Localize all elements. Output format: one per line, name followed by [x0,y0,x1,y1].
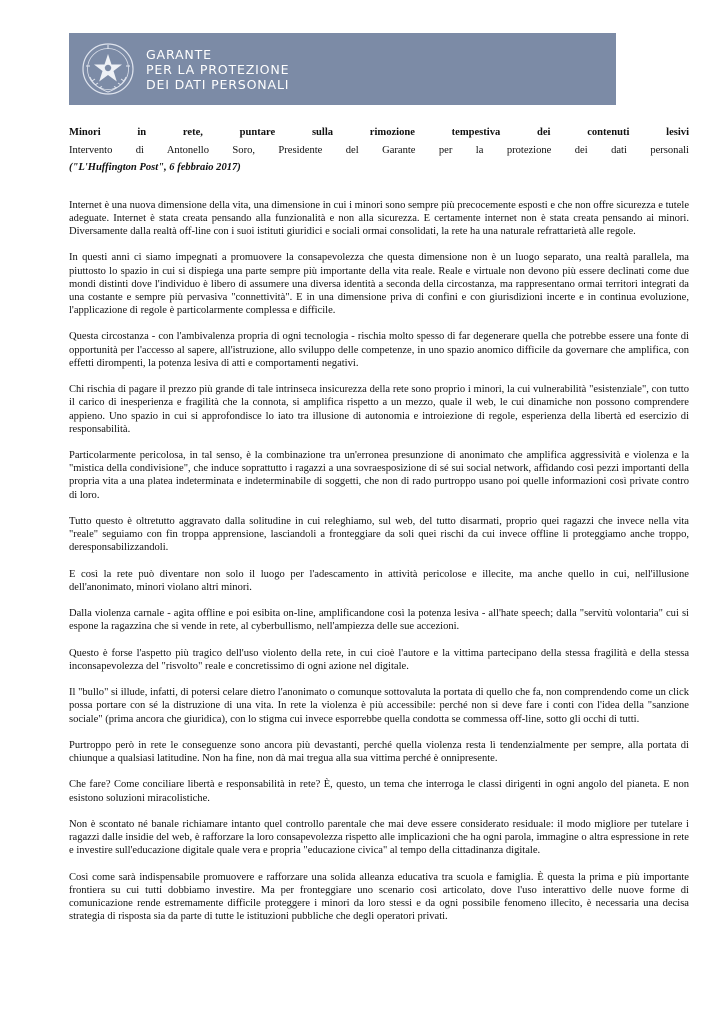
article-paragraph: E così la rete può diventare non solo il luogo per l'adescamento in attività pericolose e illecite, ma anche quello in cui, nell'illusione dell'anonimato, minori violano altri minori. [69,568,689,593]
header-banner [69,33,616,105]
article-paragraph: Il "bullo" si illude, infatti, di potersi celare dietro l'anonimato o comunque sottovaluta la portata di quello che fa, non comprendendo come un click possa portare con sé la distruzione di una vita. In rete la violenza è più accessibile: perché non si deve fare i conti con l'idea della "sanzione sociale" (prima ancora che giuridica), con lo stigma cui invece esporrebbe quella condotta se commessa off-line, sotto gli occhi di tutti. [69,687,689,725]
article-paragraph: Dalla violenza carnale - agìta offline e poi esibita on-line, amplificandone così la potenza lesiva - all'hate speech; dalla "servitù volontaria" cui si espone la ragazzina che si vende in rete, al cyberbullismo, nell'ampiezza delle sue accezioni. [69,608,689,633]
org-name [146,47,289,92]
article-paragraph: Non è scontato né banale richiamare intanto quel controllo parentale che mai deve essere considerato residuale: il modo migliore per tutelare i ragazzi dalle insidie del web, è rafforzare la loro consapevolezza rispetto alle implicazioni che ha ogni parola, immagine o altra espressione in rete e investire sull'educazione digitale quale vera e propria "educazione civica" al tempo della cittadinanza digitale. [69,818,689,857]
article-paragraph: Questa circostanza - con l'ambivalenza propria di ogni tecnologia - rischia molto spesso di far degenerare quella che potrebbe essere una fonte di opportunità per l'accesso al sapere, all'istruzione, allo sviluppo delle competenze, in uno spazio anomico difficile da governare che amplifica, con effetti dirompenti, la potenza lesiva di atti e comportamenti negativi. [69,331,689,369]
article-paragraph: In questi anni ci siamo impegnati a promuovere la consapevolezza che questa dimensione non è un luogo separato, una realtà parallela, ma piuttosto lo spazio in cui si dispiega una parte sempre più importante della vita reale. Reale e virtuale non devono più essere declinati come due mondi distinti dove l'individuo è libero di assumere una diversa identità a seconda della circostanza, ma rappresentano ormai territori integrati da una costante e sempre più pervasiva "connettività". E in una dimensione priva di confini e con giurisdizioni incerte e in continua evoluzione, l'applicazione di regole è particolarmente complessa e difficile. [69,252,689,317]
article [69,126,689,936]
article-title: Minori in rete, puntare sulla rimozione tempestiva dei contenuti lesivi [69,127,689,138]
article-paragraph: Chi rischia di pagare il prezzo più grande di tale intrinseca insicurezza della rete sono proprio i minori, la cui vulnerabilità "esistenziale", con tutto il carico di inesperienza e fragilità che la connota, si amplifica rispetto a un mezzo, quale il web, le cui dinamiche non possono comprendere appieno. Uno spazio in cui si approfondisce lo iato tra illusione di autonomia e introiezione di regole, esperienza della libertà ed esercizio di responsabilità. [69,384,689,435]
article-paragraph: Internet è una nuova dimensione della vita, una dimensione in cui i minori sono sempre più precocemente esposti e che non offre sicurezza e tutele adeguate. Internet è stata creata pensando alla funzionalità e non alla sicurezza. E certamente internet non è stata creata pensando ai minori. Diversamente dalla realtà off-line con i suoi istituti giuridici e sociali ormai consolidati, la rete ha una naturale refrattarietà alle regole. [69,199,689,238]
org-name-line: PER LA PROTEZIONE [146,61,290,77]
article-paragraph: Tutto questo è oltretutto aggravato dalla solitudine in cui releghiamo, sul web, del tutto disarmati, proprio quei ragazzi che invece nella vita "reale" seguiamo con fin troppa apprensione, lasciandoli a fronteggiare da soli quei rischi da cui invece offline li proteggiamo anche troppo, deresponsabilizzandoli. [69,515,689,554]
article-source: ("L'Huffington Post", 6 febbraio 2017) [69,162,241,174]
org-name-line: DEI DATI PERSONALI [146,76,290,92]
org-name-line: GARANTE [146,46,212,62]
article-paragraph: Che fare? Come conciliare libertà e responsabilità in rete? È, questo, un tema che interroga le classi dirigenti in ogni angolo del pianeta. E non esistono soluzioni miracolistiche. [69,779,689,804]
article-paragraph: Così come sarà indispensabile promuovere e rafforzare una solida alleanza educativa tra scuola e famiglia. È questa la prima e più importante frontiera su cui tutti dobbiamo investire. Ma per fronteggiare uno scenario così articolato, dove l'uso interattivo delle nuove forme di comunicazione rende estremamente difficile proteggere i minori da loro stessi e da ogni possibile fenomeno illecito, è necessaria una decisa strategia di risposta sia da parte di tutte le istituzioni pubbliche che degli operatori privati. [69,871,689,923]
article-paragraph: Questo è forse l'aspetto più tragico dell'uso violento della rete, in cui cioè l'autore e la vittima partecipano della stessa fragilità e della stessa inconsapevolezza del "risvolto" reale e concretissimo di ogni azione nel digitale. [69,647,689,672]
article-paragraph: Purtroppo però in rete le conseguenze sono ancora più devastanti, perché quella violenza resta lì tendenzialmente per sempre, alla portata di chiunque a qualsiasi latitudine. Non ha fine, non dà mai tregua alla sua vittima perché è onnipresente. [69,739,689,765]
article-intro: Intervento di Antonello Soro, Presidente del Garante per la protezione dei dati personali [69,145,689,157]
article-paragraph: Particolarmente pericolosa, in tal senso, è la combinazione tra un'erronea presunzione di anonimato che amplifica aggressività e violenza e la "mistica della condivisione", che induce soprattutto i ragazzi a una sovraesposizione di sé sui social network, affidando così pezzi importanti della propria vita a una platea indeterminata e indeterminabile di soggetti, che non di rado purtroppo usano poi quelle informazioni così private contro di loro. [69,450,689,501]
republic-emblem-icon [80,41,136,97]
